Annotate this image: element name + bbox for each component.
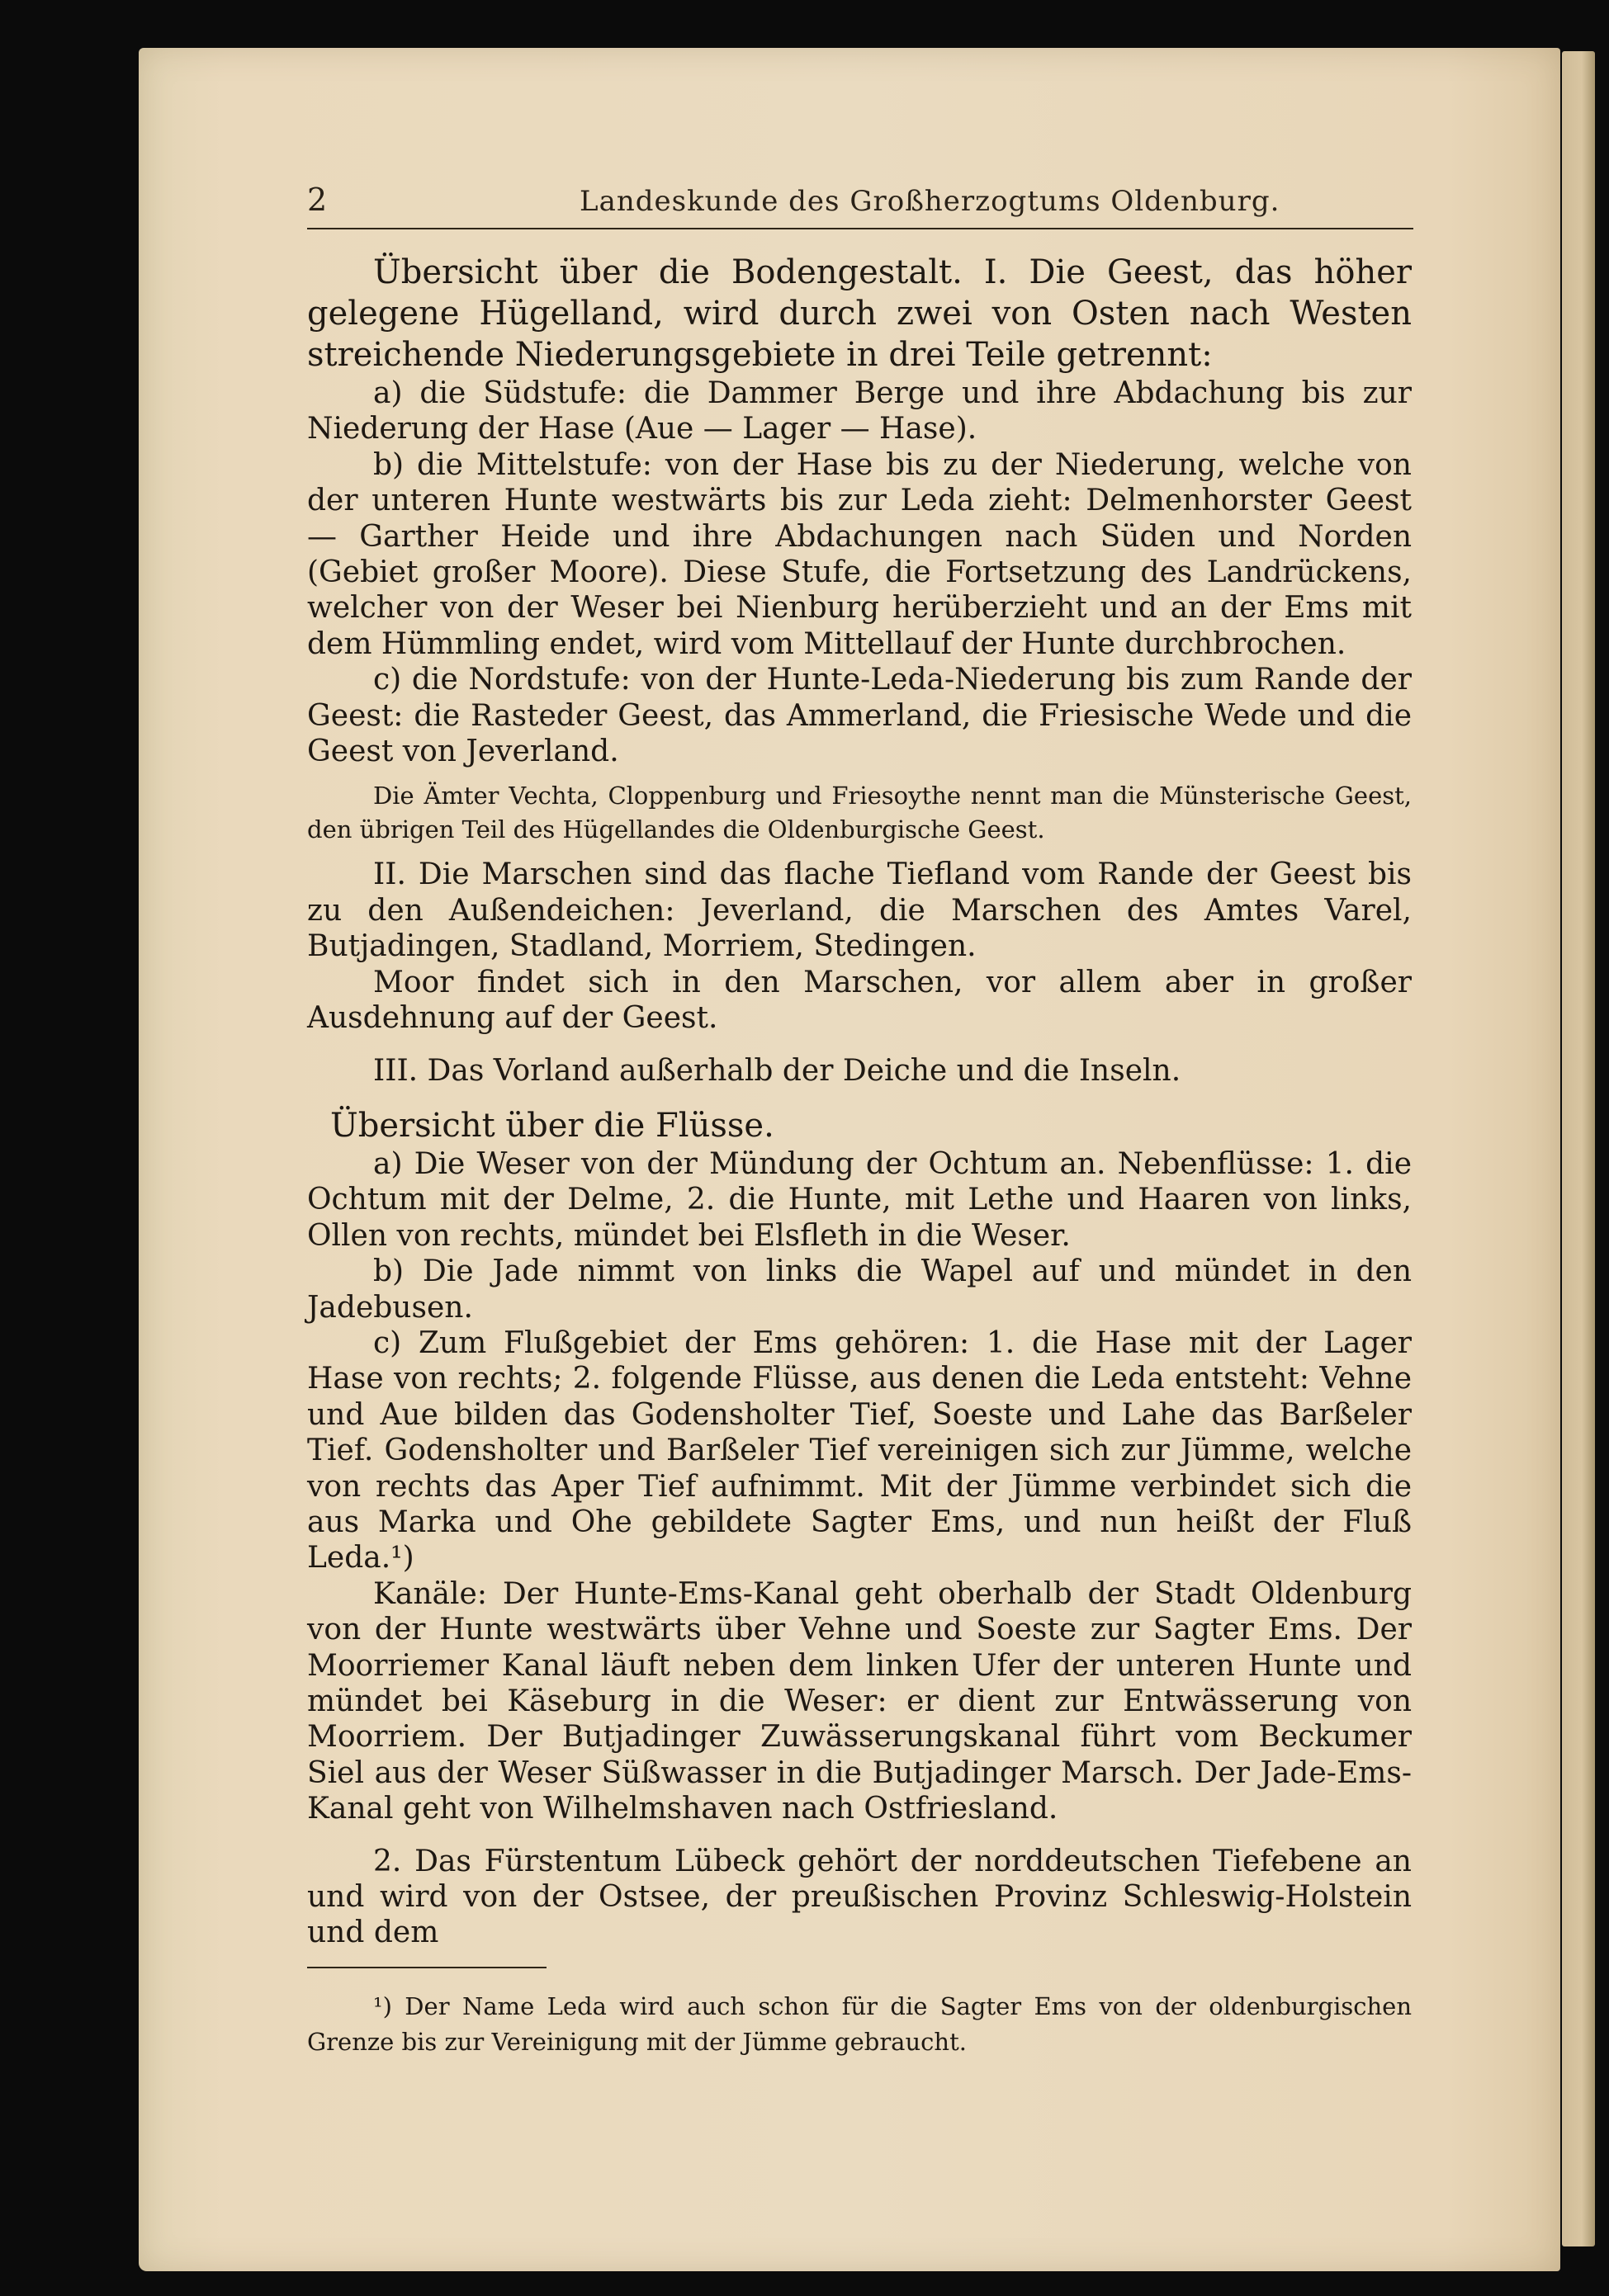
running-title: Landeskunde des Großherzogtums Oldenburg.	[580, 185, 1280, 218]
paragraph-bodengestalt: Übersicht über die Bodengestalt. I. Die Geest, das höher gelegene Hügelland, wird durch zwei von Osten nach Westen streichende Niederungsgebiete in drei Teile getrennt:	[307, 253, 1412, 374]
paragraph-mittelstufe: b) die Mittelstufe: von der Hase bis zu der Niederung, welche von der unteren Hunte westwärts bis zur Leda zieht: Delmenhorster Geest — Garther Heide und ihre Abdachungen nach Süden und Norden (Gebiet großer Moore). Diese Stufe, die Fortsetzung des Landrückens, welcher von der Weser bei Nienburg herüberzieht und an der Ems mit dem Hümmling endet, wird vom Mittellauf der Hunte durchbrochen.	[307, 447, 1412, 661]
paragraph-weser: a) Die Weser von der Mündung der Ochtum an. Nebenflüsse: 1. die Ochtum mit der Delme, 2. die Hunte, mit Lethe und Haaren von links, Ollen von rechts, mündet bei Elsfleth in die Weser.	[307, 1146, 1412, 1253]
footnote-text: ¹) Der Name Leda wird auch schon für die Sagter Ems von der oldenburgischen Grenze bis zur Vereinigung mit der Jümme gebraucht.	[307, 1992, 1412, 2056]
paragraph-moor: Moor findet sich in den Marschen, vor allem aber in großer Ausdehnung auf der Geest.	[307, 965, 1412, 1036]
page-header	[307, 178, 1413, 229]
paragraph-luebeck: 2. Das Fürstentum Lübeck gehört der norddeutschen Tiefebene an und wird von der Ostsee, der preußischen Provinz Schleswig-Holstein und dem	[307, 1844, 1412, 1950]
paragraph-aemter-note: Die Ämter Vechta, Cloppenburg und Friesoythe nennt man die Münsterische Geest, den übrigen Teil des Hügellandes die Oldenburgische Geest.	[307, 782, 1412, 844]
next-page-edge	[1562, 51, 1595, 2246]
paragraph-nordstufe: c) die Nordstufe: von der Hunte-Leda-Niederung bis zum Rande der Geest: die Rasteder Geest, das Ammerland, die Friesische Wede und die Geest von Jeverland.	[307, 663, 1412, 769]
page-body	[307, 252, 1412, 1951]
paragraph-jade: b) Die Jade nimmt von links die Wapel auf und mündet in den Jadebusen.	[307, 1254, 1412, 1325]
page-number: 2	[307, 182, 328, 218]
paragraph-marschen: II. Die Marschen sind das flache Tiefland vom Rande der Geest bis zu den Außendeichen: Jeverland, die Marschen des Amtes Varel, Butjadingen, Stadland, Morriem, Stedingen.	[307, 857, 1412, 964]
paragraph-suedstufe: a) die Südstufe: die Dammer Berge und ihre Abdachung bis zur Niederung der Hase (Aue — Lager — Hase).	[307, 376, 1412, 446]
paragraph-vorland: III. Das Vorland außerhalb der Deiche und die Inseln.	[373, 1053, 1181, 1088]
footnote-rule	[307, 1967, 547, 1968]
paragraph-kanaele: Kanäle: Der Hunte-Ems-Kanal geht oberhalb der Stadt Oldenburg von der Hunte westwärts über Vehne und Soeste zur Sagter Ems. Der Moorriemer Kanal läuft neben dem linken Ufer der unteren Hunte und mündet bei Käseburg in die Weser: er dient zur Entwässerung von Moorriem. Der Butjadinger Zuwässerungskanal führt vom Beckumer Siel aus der Weser Süßwasser in die Butjadinger Marsch. Der Jade-Ems-Kanal geht von Wilhelmshaven nach Ostfriesland.	[307, 1576, 1412, 1826]
paragraph-ems: c) Zum Flußgebiet der Ems gehören: 1. die Hase mit der Lager Hase von rechts; 2. folgende Flüsse, aus denen die Leda entsteht: Vehne und Aue bilden das Godensholter Tief, Soeste und Lahe das Barßeler Tief. Godensholter und Barßeler Tief vereinigen sich zur Jümme, welche von rechts das Aper Tief aufnimmt. Mit der Jümme verbindet sich die aus Marka und Ohe gebildete Sagter Ems, und nun heißt der Fluß Leda.¹)	[307, 1325, 1412, 1576]
heading-fluesse: Übersicht über die Flüsse.	[330, 1106, 774, 1145]
footnote	[307, 1989, 1412, 2060]
